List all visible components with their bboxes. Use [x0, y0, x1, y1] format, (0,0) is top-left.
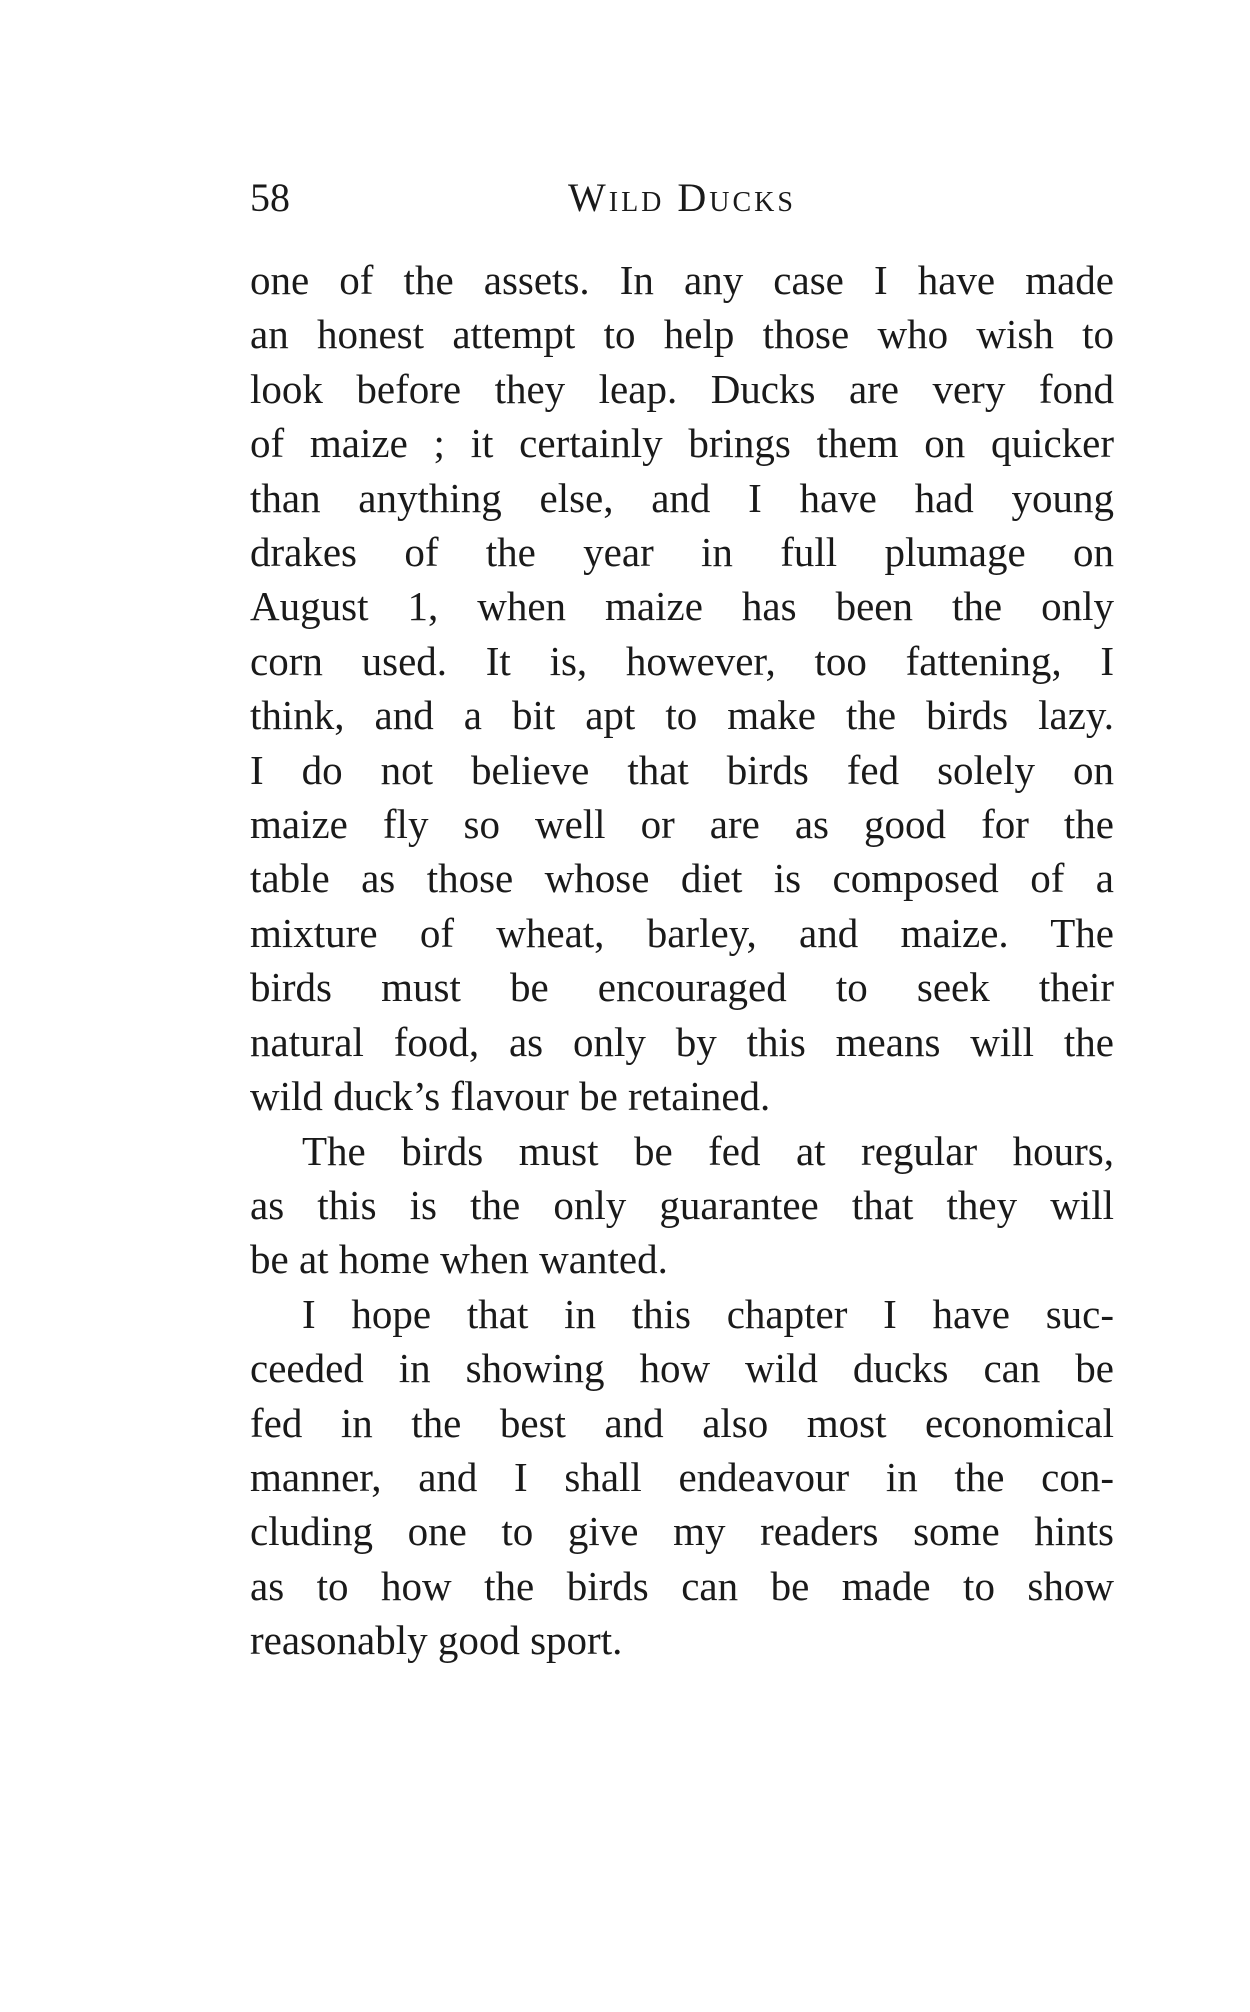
- text-line: The birds must be fed at regular hours,: [302, 1127, 1114, 1174]
- paragraph-3: [250, 1287, 1114, 1668]
- text-line: drakes of the year in full plumage on: [250, 529, 1114, 576]
- text-line: natural food, as only by this means will the: [250, 1018, 1114, 1065]
- text-line: August 1, when maize has been the only: [250, 583, 1114, 630]
- text-line: reasonably good sport.: [250, 1617, 623, 1664]
- text-line: think, and a bit apt to make the birds lazy.: [250, 692, 1114, 739]
- text-line: fed in the best and also most economical: [250, 1399, 1114, 1446]
- running-header: [250, 168, 1114, 228]
- text-line: wild duck’s flavour be retained.: [250, 1073, 771, 1120]
- text-line: maize fly so well or are as good for the: [250, 801, 1114, 848]
- paragraph-2: [250, 1124, 1114, 1287]
- page-number: 58: [250, 175, 290, 220]
- text-line: one of the assets. In any case I have made: [250, 257, 1114, 303]
- text-line: mixture of wheat, barley, and maize. The: [250, 909, 1114, 956]
- text-line: cluding one to give my readers some hints: [250, 1508, 1114, 1555]
- text-line: than anything else, and I have had young: [250, 474, 1114, 521]
- text-line: ceeded in showing how wild ducks can be: [250, 1345, 1114, 1392]
- text-line: manner, and I shall endeavour in the con-: [250, 1453, 1114, 1500]
- paragraph-1: [250, 253, 1114, 1124]
- text-line: birds must be encouraged to seek their: [250, 964, 1114, 1011]
- running-title: Wild Ducks: [568, 175, 796, 220]
- text-line: of maize ; it certainly brings them on quicker: [250, 420, 1114, 467]
- text-line: I hope that in this chapter I have suc-: [302, 1290, 1114, 1337]
- text-line: I do not believe that birds fed solely on: [250, 746, 1114, 793]
- text-line: as this is the only guarantee that they will: [250, 1181, 1114, 1228]
- text-line: look before they leap. Ducks are very fond: [250, 365, 1114, 412]
- body-text: [250, 253, 1114, 1668]
- text-line: an honest attempt to help those who wish to: [250, 311, 1114, 358]
- text-line: corn used. It is, however, too fattening, I: [250, 637, 1114, 684]
- text-line: table as those whose diet is composed of a: [250, 855, 1114, 902]
- text-line: as to how the birds can be made to show: [250, 1562, 1114, 1609]
- text-line: be at home when wanted.: [250, 1236, 668, 1283]
